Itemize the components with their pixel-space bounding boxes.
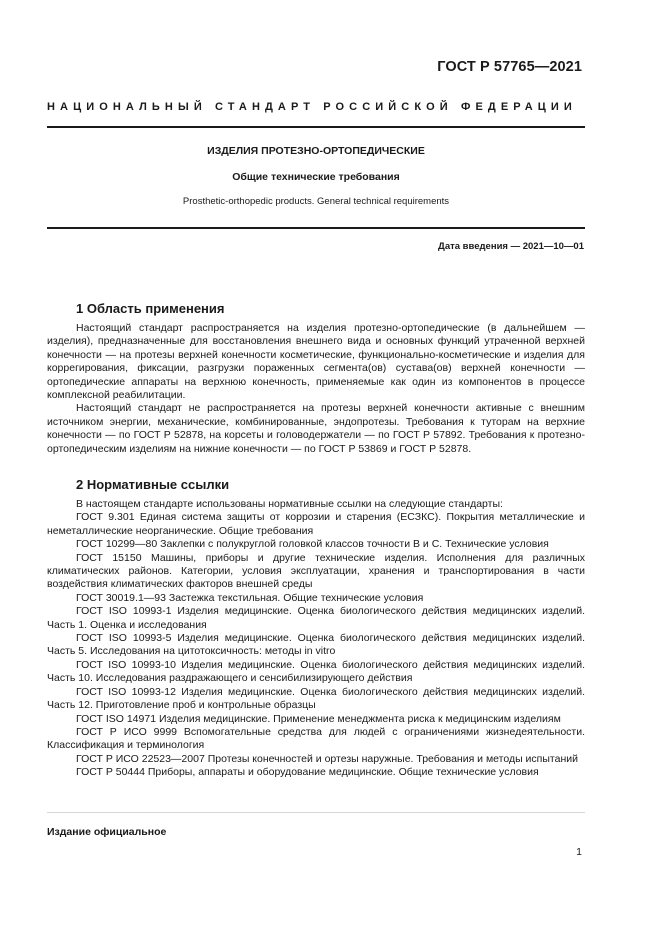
- reference-item: ГОСТ ISO 10993-1 Изделия медицинские. Оценка биологического действия медицинских изделий. Часть 1. Оценка и исследования: [47, 605, 585, 631]
- english-title: Prosthetic-orthopedic products. General technical requirements: [182, 196, 450, 207]
- top-rule: [47, 126, 585, 128]
- section-2-body: [47, 498, 585, 780]
- reference-item: ГОСТ ISO 10993-10 Изделия медицинские. Оценка биологического действия медицинских изделий. Часть 10. Исследования раздражающего и сенсибилизирующего действия: [47, 658, 585, 685]
- reference-item: ГОСТ Р ИСО 9999 Вспомогательные средства для людей с ограничениями жизнедеятельности. Классификация и терминология: [47, 725, 585, 752]
- scope-paragraph-2: Настоящий стандарт не распространяется на протезы верхней конечности активные с внешним источником энергии, механические, комбинированные, эндопротезы. Требования к туторам на верхние конечности — по ГОСТ Р 52878, на корсеты и головодержатели — по ГОСТ Р 57892. Требования к протезно-ортопедическим изделиям на нижние конечности — по ГОСТ Р 53869 и ГОСТ Р 52878.: [47, 402, 585, 455]
- document-subtitle: Общие технические требования: [232, 171, 400, 183]
- section-2-heading: 2 Нормативные ссылки: [76, 477, 230, 492]
- reference-item: ГОСТ ISO 14971 Изделия медицинские. Применение менеджмента риска к медицинским изделиям: [76, 712, 561, 725]
- reference-item: ГОСТ 30019.1—93 Застежка текстильная. Общие технические условия: [76, 591, 424, 604]
- national-standard-title: НАЦИОНАЛЬНЫЙ СТАНДАРТ РОССИЙСКОЙ ФЕДЕРАЦИИ: [47, 101, 577, 113]
- scope-paragraph-1: Настоящий стандарт распространяется на изделия протезно-ортопедические (в дальнейшем — изделия), предназначенные для восстановления внешнего вида и основных функций утраченной верхней конечности — на протезы верхней конечности косметические, функционально-косметические и изделия для коррегирования, фиксации, разгрузки пораженных сегмента(ов) сустава(ов) верхней конечности — ортопедические аппараты на верхнюю конечность, применяемые как один из компонентов в процессе комплексной реабилитации.: [47, 322, 585, 402]
- document-title: ИЗДЕЛИЯ ПРОТЕЗНО-ОРТОПЕДИЧЕСКИЕ: [207, 145, 425, 157]
- page-number: 1: [576, 846, 582, 858]
- section-1-heading: 1 Область применения: [76, 301, 225, 316]
- introduction-date: Дата введения — 2021—10—01: [438, 241, 584, 252]
- references-intro: В настоящем стандарте использованы нормативные ссылки на следующие стандарты:: [76, 498, 503, 510]
- standard-number: ГОСТ Р 57765—2021: [437, 59, 582, 75]
- official-edition-label: Издание официальное: [47, 826, 167, 838]
- section-1-body: [47, 322, 585, 456]
- reference-item: ГОСТ 10299—80 Заклепки с полукруглой головкой классов точности В и С. Технические условия: [76, 538, 549, 551]
- middle-rule: [47, 227, 585, 229]
- footer-rule: [47, 812, 585, 813]
- reference-item: ГОСТ 9.301 Единая система защиты от коррозии и старения (ЕСЗКС). Покрытия металлические и неметаллические неорганические. Общие требования: [47, 511, 585, 537]
- reference-item: ГОСТ Р ИСО 22523—2007 Протезы конечностей и ортезы наружные. Требования и методы испытаний: [76, 752, 578, 765]
- reference-item: ГОСТ ISO 10993-5 Изделия медицинские. Оценка биологического действия медицинских изделий. Часть 5. Исследования на цитотоксичность: методы in vitro: [47, 632, 585, 658]
- reference-item: ГОСТ ISO 10993-12 Изделия медицинские. Оценка биологического действия медицинских изделий. Часть 12. Приготовление проб и контрольные образцы: [47, 685, 585, 712]
- reference-item: ГОСТ Р 50444 Приборы, аппараты и оборудование медицинские. Общие технические условия: [76, 766, 539, 779]
- reference-item: ГОСТ 15150 Машины, приборы и другие технические изделия. Исполнения для различных климатических районов. Категории, условия эксплуатации, хранения и транспортирования в части воздействия климатических факторов внешней среды: [47, 551, 585, 591]
